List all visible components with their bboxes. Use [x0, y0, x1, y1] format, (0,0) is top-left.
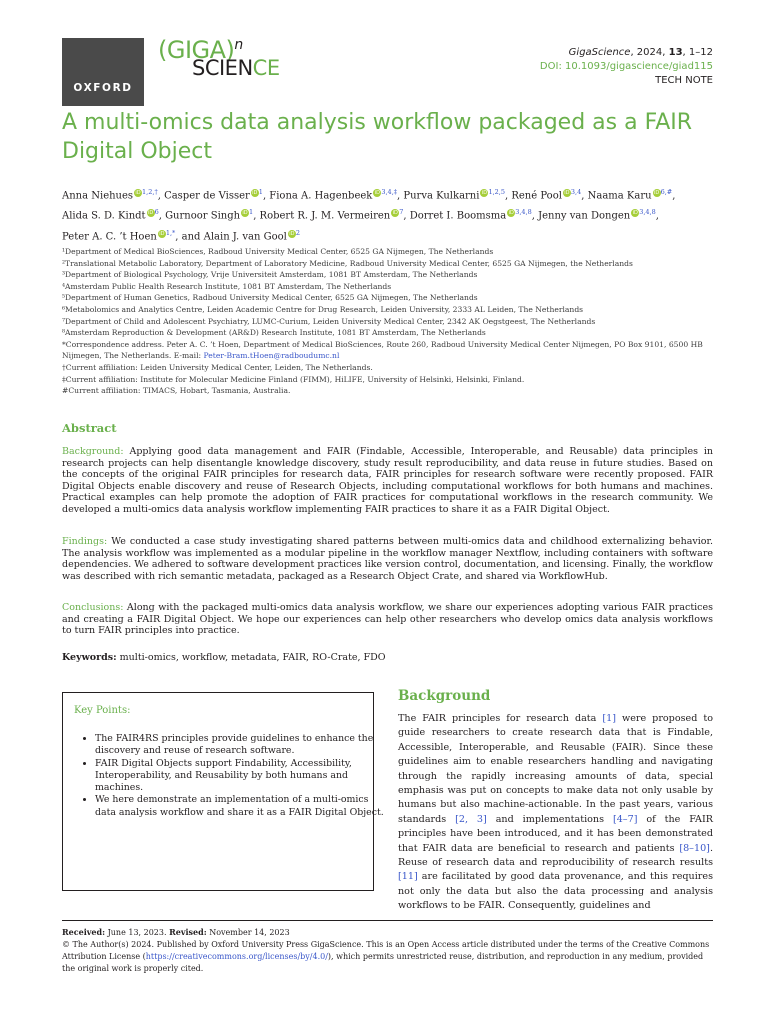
year: , 2024, — [630, 47, 669, 58]
body-text: and implementations — [486, 813, 613, 825]
abstract-findings-label: Findings: — [62, 536, 108, 547]
orcid-icon[interactable]: iD — [289, 230, 295, 237]
journal-meta — [540, 46, 713, 88]
footer-divider — [62, 920, 713, 921]
orcid-icon[interactable]: iD — [632, 210, 638, 217]
key-point-item: • The FAIR4RS principles provide guidelines to enhance the discovery and reuse of research software. — [95, 733, 385, 758]
license-text — [62, 939, 713, 975]
affiliation-item: ⁸Amsterdam Reproduction & Development (AR&D) Research Institute, 1081 BT Amsterdam, The Netherlands — [62, 328, 486, 338]
citation-line — [540, 46, 713, 60]
abstract-conclusions-text: Along with the packaged multi-omics data analysis workflow, we share our experiences adopting various FAIR practices and creating a FAIR Digital Object. We hope our experiences can help other researchers who develop omics data analysis workflows to turn FAIR principles into practice. — [62, 602, 713, 637]
author-affiliation-marks[interactable]: 2 — [295, 228, 300, 237]
key-point-item: • FAIR Digital Objects support Findability, Accessibility, Interoperability, and Reusability by both humans and machines. — [95, 758, 385, 795]
key-points-list — [77, 733, 385, 819]
author-name: Peter A. C. ’t Hoen — [62, 230, 157, 242]
author-name: René Pool — [511, 190, 562, 202]
abstract-heading: Abstract — [62, 421, 117, 435]
license-link[interactable]: https://creativecommons.org/licenses/by/4.0/ — [145, 952, 328, 961]
author-affiliation-marks[interactable]: 6 — [154, 208, 159, 217]
gigascience-logo-main: (GIGA) — [158, 36, 235, 64]
affiliation-note: #Current affiliation: TIMACS, Hobart, Tasmania, Australia. — [62, 386, 291, 396]
correspondence-text: *Correspondence address. Peter A. C. ’t Hoen, Department of Medical BioSciences, Route 260, Radboud University Medical Center Nijmegen, PO Box 9101, 6500 HB Nijmegen, The Netherlands. E-mail: — [62, 339, 703, 361]
author-name: Fiona A. Hagenbeek — [269, 190, 373, 202]
affiliation-list — [62, 246, 712, 339]
footer — [62, 926, 713, 975]
affiliation-item: ³Department of Biological Psychology, Vrije Universiteit Amsterdam, 1081 BT Amsterdam, The Netherlands — [62, 270, 478, 280]
citation-link[interactable]: [8–10] — [679, 842, 710, 854]
orcid-icon[interactable]: iD — [252, 190, 258, 196]
received-label: Received: — [62, 927, 106, 937]
gigascience-logo-sup: n — [234, 37, 243, 53]
author-affiliation-marks[interactable]: 1 — [249, 208, 254, 217]
author-affiliation-marks[interactable]: 3,4,8 — [639, 208, 656, 217]
revised-date: November 14, 2023 — [206, 928, 290, 937]
doi-link[interactable]: DOI: 10.1093/gigascience/giad115 — [539, 61, 713, 72]
body-text: The FAIR principles for research data — [398, 713, 603, 724]
author-list — [62, 184, 712, 245]
background-heading: Background — [398, 688, 491, 704]
affiliation-item: ⁵Department of Human Genetics, Radboud University Medical Center, 6525 GA Nijmegen, The Netherlands — [62, 293, 478, 303]
author-separator: , — [655, 210, 659, 222]
author-affiliation-marks[interactable]: 1,2,5 — [488, 188, 505, 196]
author-separator: , — [505, 190, 512, 202]
citation-link[interactable]: [1] — [602, 713, 616, 724]
abstract-conclusions — [62, 602, 713, 637]
logo-science-a: SCIEN — [192, 56, 253, 80]
keywords — [62, 652, 713, 664]
citation-link[interactable]: [4–7] — [612, 813, 638, 825]
citation-link[interactable]: [2, 3] — [455, 813, 487, 825]
revised-label: Revised: — [169, 927, 207, 937]
oxford-logo-text: OXFORD — [73, 82, 133, 94]
abstract-findings-text: We conducted a case study investigating shared patterns between multi-omics data and childhood externalizing behavior. The analysis workflow was implemented as a modular pipeline in the workflow manager Nextflow, including containers with software dependencies. We adhered to software development practices like version control, documentation, and licensing. Finally, the workflow was described with rich semantic metadata, packaged as a Research Object Crate, and shared via WorkflowHub. — [62, 536, 713, 582]
orcid-icon[interactable]: iD — [564, 190, 570, 196]
author-separator: , — [253, 210, 260, 222]
author-affiliation-marks[interactable]: 7 — [399, 208, 404, 217]
author-affiliation-marks[interactable]: 1 — [258, 188, 263, 196]
key-points-box — [62, 692, 384, 891]
author-separator: , and — [175, 230, 204, 242]
author-separator: , — [672, 190, 676, 202]
author-name: Purva Kulkarni — [403, 190, 480, 202]
orcid-icon[interactable]: iD — [242, 210, 248, 217]
affiliations — [62, 246, 712, 397]
citation-link[interactable]: [11] — [398, 871, 418, 883]
author-name: Robert R. J. M. Vermeiren — [259, 210, 391, 222]
abstract-findings — [62, 536, 713, 582]
author-separator: , — [158, 210, 166, 222]
affiliation-item: ²Translational Metabolic Laboratory, Department of Laboratory Medicine, Radboud University Medical Center, 6525 GA Nijmegen, the Netherlands — [62, 258, 633, 268]
received-date: June 13, 2023. — [105, 928, 170, 937]
article-type: TECH NOTE — [655, 75, 713, 86]
author-affiliation-marks[interactable]: 3,4 — [570, 188, 582, 196]
author-separator: , — [531, 210, 539, 222]
orcid-icon[interactable]: iD — [147, 210, 154, 217]
notes-list — [62, 362, 712, 397]
author-name: Dorret I. Boomsma — [409, 210, 507, 222]
body-text: are facilitated by good data provenance, and this requires not only the data but also the data processing and analysis workflows to be FAIR. Consequently, guidelines and — [398, 871, 713, 912]
author-name: Jenny van Dongen — [538, 210, 631, 222]
pages: , 1–12 — [682, 47, 713, 58]
keywords-text: multi-omics, workflow, metadata, FAIR, RO-Crate, FDO — [116, 652, 386, 663]
author-affiliation-marks[interactable]: 3,4,‡ — [381, 188, 398, 196]
background-text — [398, 712, 713, 914]
author-name: Anna Niehues — [62, 190, 134, 202]
abstract-background-label: Background: — [62, 446, 124, 457]
orcid-icon[interactable]: iD — [653, 190, 660, 196]
author-affiliation-marks[interactable]: 6,# — [660, 188, 673, 196]
author-name: Alida S. D. Kindt — [62, 210, 146, 222]
author-separator: , — [403, 210, 410, 222]
article-title: A multi-omics data analysis workflow packaged as a FAIR Digital Object — [62, 110, 693, 164]
license-b: ), which permits unrestricted reuse, distribution, and reproduction in any medium, provided the original work is properly cited. — [62, 952, 704, 973]
affiliation-item: ⁷Department of Child and Adolescent Psychiatry, LUMC-Curium, Leiden University Medical Center, 2342 AK Oegstgeest, The Netherlands — [62, 316, 596, 326]
gigascience-logo-science — [192, 56, 280, 80]
oxford-logo — [62, 38, 144, 106]
author-affiliation-marks[interactable]: 1,2,† — [142, 188, 158, 196]
correspondence — [62, 339, 712, 362]
author-name: Gurnoor Singh — [165, 210, 241, 222]
author-separator: , — [397, 190, 404, 202]
body-text: . Reuse of research data and reproducibility of research results — [398, 842, 713, 869]
affiliation-item: ⁶Metabolomics and Analytics Centre, Leiden Academic Centre for Drug Research, Leiden University, 2333 AL Leiden, The Netherlands — [62, 304, 584, 314]
affiliation-item: ¹Department of Medical BioSciences, Radboud University Medical Center, 6525 GA Nijmegen, The Netherlands — [62, 247, 494, 256]
author-affiliation-marks[interactable]: 3,4,8 — [515, 208, 532, 217]
author-affiliation-marks[interactable]: 1,* — [165, 228, 176, 237]
correspondence-email-link[interactable]: Peter-Bram.tHoen@radboudumc.nl — [203, 351, 340, 361]
abstract-background-text: Applying good data management and FAIR (Findable, Accessible, Interoperable, and Reusable) data principles in research projects can help disentangle knowledge discovery, study result reproducibility, and data reuse in future studies. Based on the concepts of the original FAIR principles for research data, FAIR principles for research software were recently proposed. FAIR Digital Objects enable discovery and reuse of Research Objects, including computational workflows for both humans and machines. Practical examples can help promote the adoption of FAIR practices for computational workflows in the research community. We developed a multi-omics data analysis workflow implementing FAIR practices to share it as a FAIR Digital Object. — [62, 446, 713, 515]
key-point-item: • We here demonstrate an implementation of a multi-omics data analysis workflow and share it as a FAIR Digital Object. — [95, 794, 385, 819]
author-separator: , — [581, 190, 588, 202]
orcid-icon[interactable]: iD — [392, 210, 398, 217]
volume: 13 — [668, 47, 683, 58]
abstract-conclusions-label: Conclusions: — [62, 602, 124, 613]
orcid-icon[interactable]: iD — [135, 190, 141, 196]
author-name: Naama Karu — [587, 190, 652, 202]
affiliation-item: ⁴Amsterdam Public Health Research Institute, 1081 BT Amsterdam, The Netherlands — [62, 281, 392, 291]
orcid-icon[interactable]: iD — [481, 190, 488, 196]
author-name: Alain J. van Gool — [203, 230, 287, 242]
abstract-background — [62, 446, 713, 516]
affiliation-note: †Current affiliation: Leiden University Medical Center, Leiden, The Netherlands. — [62, 362, 373, 372]
key-points-title: Key Points: — [74, 705, 131, 716]
dates-line — [62, 926, 713, 939]
author-name: Casper de Visser — [164, 190, 250, 202]
orcid-icon[interactable]: iD — [508, 210, 514, 217]
body-text: were proposed to guide researchers to create research data that is Findable, Accessible, Interoperable, and Reusable (FAIR). Since these guidelines aim to enable researchers handling and navigating through the rapidly increasing amounts of data, special emphasis was put on concepts to make data not only usable by humans but also machine-actionable. In the past years, various standards — [398, 713, 713, 825]
journal-name: GigaScience — [568, 47, 631, 58]
keywords-label: Keywords: — [62, 652, 117, 663]
license-a: © The Author(s) 2024. Published by Oxford University Press GigaScience. This is an Open Access article distributed under the terms of the Creative Commons Attribution License ( — [62, 940, 710, 961]
author-separator: , — [262, 190, 270, 202]
orcid-icon[interactable]: iD — [374, 190, 380, 196]
logo-science-b: CE — [252, 56, 280, 80]
author-separator: , — [157, 190, 165, 202]
orcid-icon[interactable]: iD — [159, 230, 165, 237]
body-text: of the FAIR principles have been introduced, and it has been demonstrated that FAIR data are beneficial to research and patients — [398, 813, 713, 854]
affiliation-note: ‡Current affiliation: Institute for Molecular Medicine Finland (FIMM), HiLIFE, University of Helsinki, Helsinki, Finland. — [62, 374, 525, 384]
